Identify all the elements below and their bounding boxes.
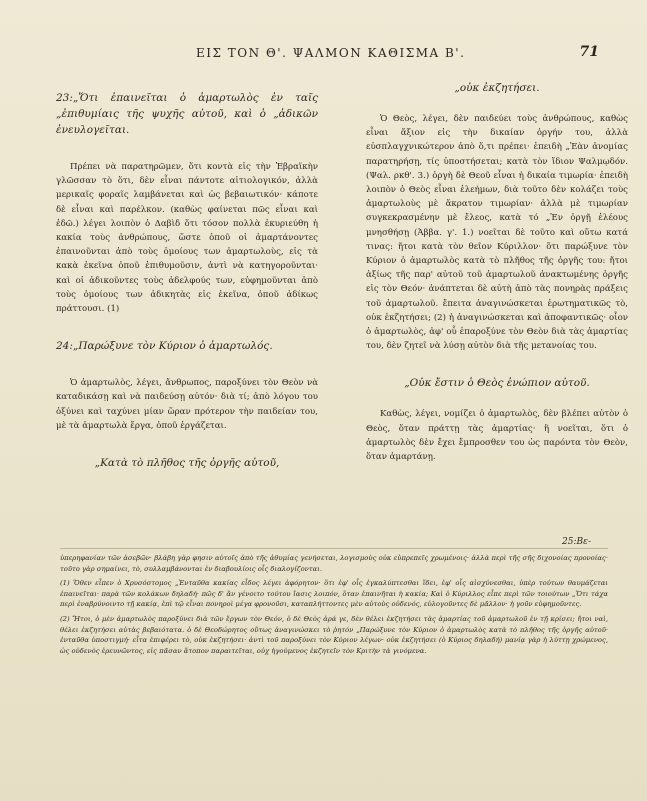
commentary-paragraph: Καθὼς, λέγει, νομίζει ὁ ἁμαρτωλὸς, δὲν βλέπει αὐτὸν ὁ Θεὸς, ὅταν πράττῃ τὰς ἁμαρτίας· ἢ νοεῖται, ὅτι ὁ ἁμαρτωλὸς δὲν ἔχει ἔμπροσθεν του ὡς παρόντα τὸν Θεὸν, ὅταν ἁμαρτάνῃ. [366,409,628,463]
catchword: 25:Βε- [562,537,591,547]
commentary-paragraph: Ὁ ἁμαρτωλὸς, λέγει, ἄνθρωπος, παροξύνει τὸν Θεὸν νὰ καταδικάσῃ καὶ νὰ παιδεύσῃ αὐτόν· διὰ τί; ἀπὸ λόγου του ὀξύνει καὶ ταχύνει μίαν ὥραν πρότερον τὴν παιδείαν του, μὲ τὰ ἁμαρτωλὰ ἔργα, ὁποῦ ἐργάζεται. [56,378,318,431]
right-column [366,80,628,464]
footnote: ὑπερηφανίαν τῶν ἀσεβῶν· βλάβη γὰρ φησιν αὐτοῖς ἀπὸ τῆς ἀθυμίας γενήσεται, λογισμοὺς οὐκ εὐπρεπεῖς χρωμένοις· ἀλλὰ περὶ τῆς σῆς διχονοίας προνοίας· τοῦτο γὰρ σημαίνει, τὸ, συλλαμβάνονται ἐν διαβουλίοις οἷς διαλογίζονται. [60,554,608,573]
verse-23: 23:„Ὅτι ἐπαινεῖται ὁ ἁμαρτωλὸς ἐν ταῖς „ἐπιθυμίαις τῆς ψυχῆς αὐτοῦ, καὶ ὁ „ἀδικῶν ἐνευλογεῖται. [56,92,318,136]
footnote-divider [60,548,608,549]
page-header [0,46,647,66]
left-column [56,80,318,471]
page-number: 71 [579,44,599,60]
verse-continuation: „οὐκ ἐκζητήσει. [454,82,540,94]
verse-25: „Οὐκ ἔστιν ὁ Θεὸς ἐνώπιον αὐτοῦ. [404,377,590,390]
verse-24-continued: „Κατὰ τὸ πλῆθος τῆς ὀργῆς αὐτοῦ, [94,457,280,470]
commentary-paragraph: Πρέπει νὰ παρατηρῶμεν, ὅτι κοντὰ εἰς τὴν Ἑβραϊκὴν γλῶσσαν τὸ ὅτι, δὲν εἶναι πάντοτε αἰτιολογικόν, ἀλλὰ μερικαῖς φοραῖς λαμβάνεται καὶ ὡς βεβαιωτικόν· κάποτε δὲ εἶναι καὶ παρέλκον. (καθὼς φαίνεται πῶς εἶναι καὶ ἐδῶ.) λέγει λοιπὸν ὁ Δαβὶδ ὅτι τόσον πολλὰ ἐκυριεύθη ἡ κακία τοὺς ἀνθρώπους, ὥστε ὁποῦ οἱ ἁμαρτάνοντες ἐπαινοῦνται ἀπὸ τοὺς ὁμοίους των ἁμαρτωλοὺς, εἰς τὰ κακὰ ἐκεῖνα ὁποῦ ἐπιθυμοῦσιν, ἀντὶ νὰ κατηγοροῦνται· καὶ οἱ ἀδικοῦντες τοὺς ἀδελφούς των, εὐφημοῦνται ἀπὸ τοὺς ὁμοίους των ἀδικητὰς εἰς ἐκεῖνα, ὁποῦ ἀδίκως πράττουσι. (1) [56,162,318,315]
footnote: (1) Ὅθεν εἶπεν ὁ Χρυσόστομος „Ἐνταῦθα κακίας εἶδος λέγει ἀφόρητον· ὅτι ἐφ' οἷς ἐγκαλύπτεσθαι ἴδει, ἐφ' οἷς αἰσχύνεσθαι, ὑπὲρ τούτων θαυμάζεται ἐπαινεῖται· παρὰ τῶν κολάκων δηλαδή· πῶς δ' ἂν γένοιτο τούτου ἴασις λοιπόν, ὅταν ἐπαινῆται ἡ κακία; Καὶ ὁ Κύριλλος εἶπε περὶ τῶν τοιούτων „Ὅτι τάχα περὶ ἐναβρύνοιντο τῇ κακίᾳ, ἐπὶ τῷ εἶναι πονηροὶ μέγα φρονοῦσι, καταπλήττοντες μὲν αὐτοὺς οὐδενός, εὐλογοῦντες δὲ μᾶλλον· ἡ γοῦν εὐφημοῦντες. [60,579,608,609]
running-head: ΕΙΣ ΤΟΝ Θ'. ΨΑΛΜΟΝ ΚΑΘΙΣΜΑ Β'. [196,46,466,60]
verse-24: 24:„Παρώξυνε τὸν Κύριον ὁ ἁμαρτωλός. [56,340,273,353]
commentary-paragraph: Ὁ Θεὸς, λέγει, δὲν παιδεύει τοὺς ἀνθρώπους, καθὼς εἶναι ἄξιον εἰς τὴν δικαίαν ὀργήν του, ἀλλὰ εὐσπλαγχνικώτερον ἀπὸ ὅ,τι πρέπει· ἐπειδὴ „Ἐὰν ἀνομίας παρατηρήσῃ, τίς ὑποστήσεται; κατὰ τὸν ἴδιον Ψαλμῳδόν. (Ψαλ. ρκθ'. 3.) ὀργὴ δὲ Θεοῦ εἶναι ἡ δικαία τιμωρία· ἐπειδὴ λοιπὸν ὁ Θεὸς εἶναι ἐλεήμων, διὰ τοῦτο δὲν κολάζει τοὺς ἁμαρτωλοὺς μὲ ἄκρατον τιμωρίαν· ἀλλὰ μὲ τιμωρίαν συγκεκρασμένην μὲ ἔλεος, κατὰ τό „Ἐν ὀργῇ ἐλέους μνησθήσῃ (Ἀββα. γ'. 1.) νοεῖται δὲ τοῦτο καὶ οὕτω κατά τινας: ἤτοι κατὰ τὸν θεῖον Κύριλλον· ὅτι παρώξυνε τὸν Κύριον ὁ ἁμαρτωλὸς κατὰ τὸ πλῆθος τῆς ὀργῆς του: ἤτοι ἀξίως τῆς παρ' αὐτοῦ τοῦ ἁμαρτωλοῦ ἀνακτωμένης ὀργῆς εἰς τὸν Θεόν· ἀνάπτεται δὲ αὐτὴ ἀπὸ τὰς πονηρὰς πράξεις τοῦ ἁμαρτωλοῦ. ἔπειτα ἀναγινώσκεται ἐρωτηματικῶς τὸ, οὐκ ἐκζητήσει; (2) ἡ ἀναγινώσκεται καὶ ἀποφαντικῶς· οἷον ὁ ἁμαρτωλὸς, ἀφ' οὗ ἐπαροξύνε τὸν Θεὸν διὰ τὰς ἁμαρτίας του, δὲν ζητεῖ νὰ λύσῃ αὐτὸν διὰ τῆς μετανοίας του. [366,114,628,352]
footnotes [60,553,608,660]
footnote: (2) Ἤτοι, ὁ μὲν ἁμαρτωλὸς παροξύνει διὰ τῶν ἔργων τὸν Θεόν, ὁ δὲ Θεὸς ἀρά γε, δὲν θέλει ἐκζητήσει τὰς ἁμαρτίας τοῦ ἁμαρτωλοῦ ἐν τῇ κρίσει; ἤτοι ναὶ, θέλει ἐκζητήσει αὐτὰς βεβαιότατα. ὁ δὲ Θεοδώρητος οὕτως ἀναγινώσκει τὸ ῥητόν „Παρώξυνε τὸν Κύριον ὁ ἁμαρτωλὸς κατὰ τὸ πλῆθος τῆς ὀργῆς αὐτοῦ· ἐνταῦθα ὑποστιγμή· εἶτα ἐπιφέρει τὸ, οὐκ ἐκζητήσει· ἀντὶ τοῦ παροξύνει τὸν Κύριον λέγων· οὐκ ἐκζητήσει (ὁ Κύριος δηλαδή) μανίᾳ γὰρ ἡ λύττῃ χρώμενος, ὡς οὐδενὸς ἐρευνῶντος, εἰς πᾶσαν ἄτοπον παραιτεῖται, οὐχ ἡγούμενος ἐκζητεῖν τὸν Κριτὴν τὰ γινόμενα. [60,614,608,655]
